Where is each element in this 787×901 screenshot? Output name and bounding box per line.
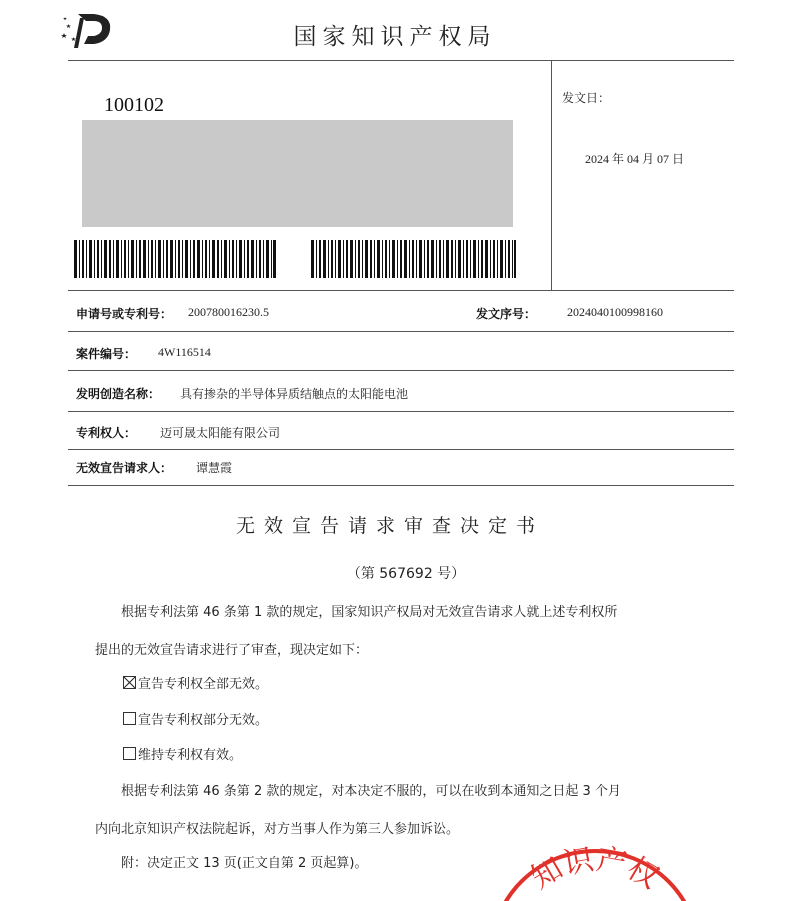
- seal-text: 知识产权: [525, 842, 665, 897]
- info-rule: [68, 449, 734, 450]
- official-seal: [490, 835, 740, 901]
- patentee-label: 专利权人：: [76, 426, 137, 440]
- cnipa-logo-icon: [54, 8, 116, 50]
- unchecked-box-icon: [123, 747, 136, 760]
- application-number-label: 申请号或专利号：: [76, 307, 173, 321]
- info-rule: [68, 485, 734, 486]
- application-number: 200780016230.5: [188, 305, 269, 319]
- header-rule: [68, 60, 734, 61]
- option-invalidate-all: [123, 673, 268, 692]
- decision-number: （第 567692 号）: [346, 566, 466, 582]
- option-invalidate-part: [123, 709, 268, 728]
- header-divider: [551, 60, 552, 290]
- redacted-address: [82, 120, 513, 227]
- checked-box-icon: [123, 676, 136, 689]
- barcode-right: [311, 240, 516, 278]
- option-label: 维持专利权有效。: [138, 748, 243, 763]
- barcode-left: [74, 240, 276, 278]
- paragraph-2-line-1: 根据专利法第 46 条第 2 款的规定，对本决定不服的，可以在收到本通知之日起 3 个月: [121, 784, 621, 799]
- info-rule: [68, 370, 734, 371]
- info-rule: [68, 331, 734, 332]
- option-maintain: [123, 744, 242, 763]
- unchecked-box-icon: [123, 712, 136, 725]
- paragraph-1-line-2: 提出的无效宣告请求进行了审查，现决定如下：: [95, 643, 369, 658]
- paragraph-1-line-1: 根据专利法第 46 条第 1 款的规定，国家知识产权局对无效宣告请求人就上述专利权所: [121, 605, 618, 620]
- agency-name: 国家知识产权局: [293, 24, 497, 50]
- option-label: 宣告专利权全部无效。: [138, 677, 269, 692]
- paragraph-2-line-2: 内向北京知识产权法院起诉，对方当事人作为第三人参加诉讼。: [95, 822, 460, 837]
- decision-title: 无效宣告请求审查决定书: [235, 515, 544, 537]
- invention-title: 具有掺杂的半导体异质结触点的太阳能电池: [180, 387, 409, 401]
- requester: 谭慧霞: [196, 461, 233, 475]
- send-date-label: 发文日：: [562, 91, 611, 105]
- attachment-note: 附：决定正文 13 页(正文自第 2 页起算)。: [121, 856, 368, 871]
- postcode: 100102: [104, 94, 164, 116]
- info-rule: [68, 411, 734, 412]
- invention-title-label: 发明创造名称：: [76, 387, 161, 401]
- serial-number-label: 发文序号：: [476, 307, 537, 321]
- requester-label: 无效宣告请求人：: [76, 461, 173, 475]
- patentee: 迈可晟太阳能有限公司: [160, 426, 281, 440]
- option-label: 宣告专利权部分无效。: [138, 713, 269, 728]
- case-number-label: 案件编号：: [76, 347, 137, 361]
- send-date: 2024 年 04 月 07 日: [585, 152, 685, 166]
- serial-number: 2024040100998160: [567, 305, 663, 319]
- info-rule: [68, 290, 734, 291]
- case-number: 4W116514: [158, 345, 211, 359]
